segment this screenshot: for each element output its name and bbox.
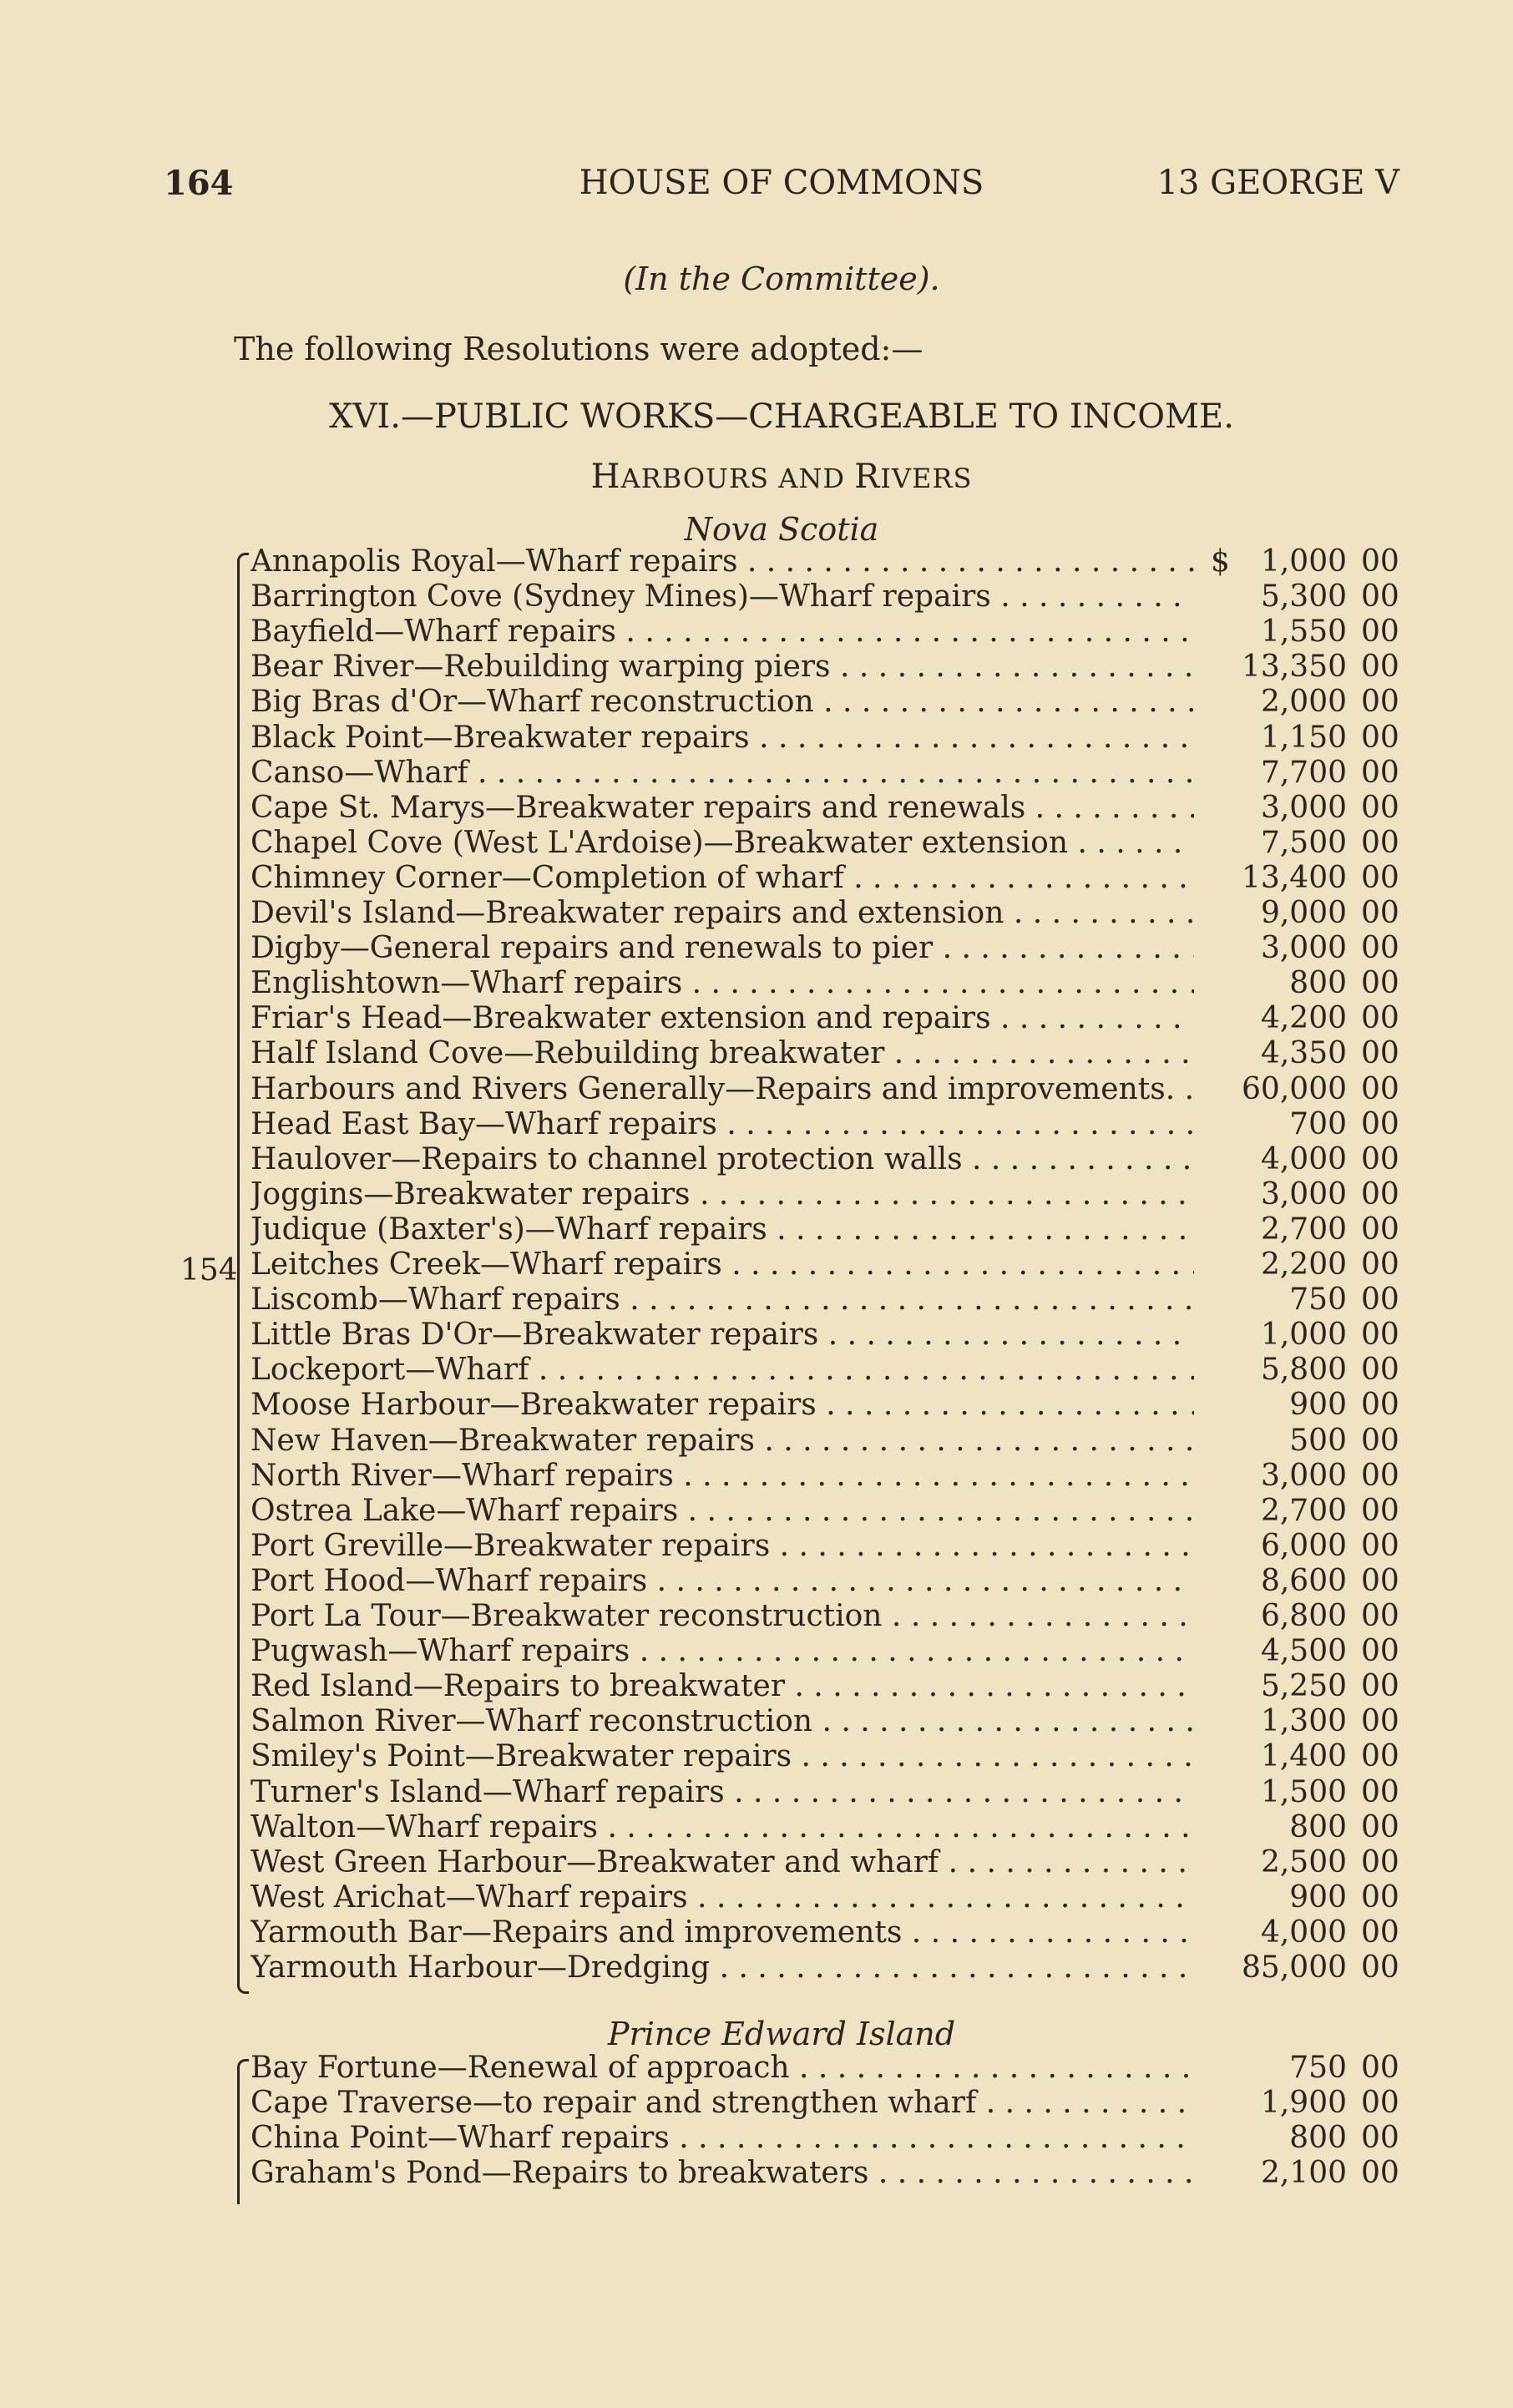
line-item [250, 931, 1403, 966]
item-description: Lockeport—Wharf . . . [250, 1353, 1194, 1388]
item-description: Half Island Cove—Rebuilding breakwater . . . [250, 1036, 1194, 1071]
item-description: Port Hood—Wharf repairs . . . [250, 1564, 1194, 1599]
item-description: Liscomb—Wharf repairs . . . [250, 1282, 1194, 1318]
line-item [250, 1634, 1403, 1669]
item-amount: 3,000 [1260, 1458, 1347, 1493]
item-cents: 00 [1361, 1458, 1399, 1493]
item-description: North River—Wharf repairs . . . [250, 1459, 1194, 1494]
item-description: Cape Traverse—to repair and strengthen wharf . . . [250, 2086, 1194, 2121]
brace-label: 154 [180, 1253, 238, 1287]
line-item [250, 966, 1403, 1001]
line-item [250, 1880, 1403, 1915]
item-description: Devil's Island—Breakwater repairs and extension . . . [250, 896, 1194, 931]
province-heading-nova-scotia: Nova Scotia [684, 511, 879, 548]
line-item [250, 756, 1403, 791]
item-description: Leitches Creek—Wharf repairs . . . [250, 1247, 1194, 1282]
line-item [250, 1845, 1403, 1880]
item-description: Chapel Cove (West L'Ardoise)—Breakwater extension . . . [250, 826, 1194, 861]
item-description: Red Island—Repairs to breakwater . . . [250, 1669, 1194, 1704]
subsection-initial-1: H [590, 458, 621, 496]
section-title: XVI.—PUBLIC WORKS—CHARGEABLE TO INCOME. [329, 397, 1234, 436]
item-cents: 00 [1361, 1809, 1399, 1844]
item-description: New Haven—Breakwater repairs . . . [250, 1424, 1194, 1459]
line-item [250, 1318, 1403, 1353]
item-cents: 00 [1361, 2156, 1399, 2191]
item-amount: 60,000 [1242, 1071, 1347, 1106]
brace-pei [237, 2059, 249, 2204]
item-cents: 00 [1361, 1915, 1399, 1950]
item-amount: 3,000 [1260, 1176, 1347, 1212]
item-amount: 900 [1289, 1388, 1347, 1423]
item-amount: 1,500 [1260, 1774, 1347, 1809]
item-cents: 00 [1361, 1599, 1399, 1633]
item-cents: 00 [1361, 2051, 1399, 2085]
line-item [250, 1142, 1403, 1177]
item-description: Bay Fortune—Renewal of approach . . . [250, 2051, 1194, 2086]
item-description: West Green Harbour—Breakwater and wharf . . . [250, 1845, 1194, 1880]
item-amount: 2,500 [1260, 1844, 1347, 1879]
line-item [250, 1247, 1403, 1282]
item-description: Pugwash—Wharf repairs . . . [250, 1634, 1194, 1669]
item-amount: 1,900 [1260, 2086, 1347, 2121]
item-description: Port Greville—Breakwater repairs . . . [250, 1529, 1194, 1564]
item-amount: 5,800 [1260, 1353, 1347, 1388]
item-description: China Point—Wharf repairs . . . [250, 2121, 1194, 2156]
intro-text: The following Resolutions were adopted:— [234, 331, 923, 367]
item-amount: 4,350 [1260, 1036, 1347, 1071]
line-item [250, 1424, 1403, 1459]
item-amount: 900 [1289, 1879, 1347, 1915]
item-cents: 00 [1361, 966, 1399, 1001]
item-amount: 1,000 [1260, 1318, 1347, 1353]
item-amount: 1,400 [1260, 1739, 1347, 1774]
item-description: Smiley's Point—Breakwater repairs . . . [250, 1739, 1194, 1774]
line-item [250, 2156, 1403, 2191]
item-description: Yarmouth Harbour—Dredging . . . [250, 1950, 1194, 1986]
page-header-session: 13 GEORGE V [1156, 164, 1399, 202]
line-item [250, 1282, 1403, 1318]
item-description: Harbours and Rivers Generally—Repairs and improvements. . . . [250, 1072, 1194, 1107]
item-amount: 750 [1289, 1282, 1347, 1318]
item-cents: 00 [1361, 1353, 1399, 1388]
item-amount: 6,000 [1260, 1528, 1347, 1563]
item-amount: 700 [1289, 1106, 1347, 1141]
item-description: Bayfield—Wharf repairs . . . [250, 615, 1194, 650]
item-amount: 800 [1289, 966, 1347, 1001]
running-head [164, 164, 1399, 205]
item-cents: 00 [1361, 2121, 1399, 2156]
brace-nova-scotia [237, 553, 249, 1994]
item-cents: 00 [1361, 1669, 1399, 1704]
line-item [250, 1212, 1403, 1247]
item-description: Joggins—Breakwater repairs . . . [250, 1177, 1194, 1212]
item-description: Englishtown—Wharf repairs . . . [250, 966, 1194, 1001]
item-amount: 2,700 [1260, 1493, 1347, 1528]
line-item [250, 1036, 1403, 1071]
subsection-initial-2: R [854, 458, 881, 496]
item-description: Moose Harbour—Breakwater repairs . . . [250, 1388, 1194, 1423]
item-cents: 00 [1361, 1423, 1399, 1458]
item-amount: 6,800 [1260, 1599, 1347, 1633]
line-item [250, 791, 1403, 826]
item-description: Barrington Cove (Sydney Mines)—Wharf repairs . . . [250, 579, 1194, 615]
item-cents: 00 [1361, 1282, 1399, 1318]
item-description: West Arichat—Wharf repairs . . . [250, 1880, 1194, 1915]
item-cents: 00 [1361, 896, 1399, 930]
subsection-rest-2: IVERS [880, 463, 973, 494]
item-amount: 13,400 [1242, 860, 1347, 895]
item-cents: 00 [1361, 1318, 1399, 1353]
item-cents: 00 [1361, 1071, 1399, 1106]
item-cents: 00 [1361, 1634, 1399, 1669]
item-amount: 1,000 [1260, 544, 1347, 579]
item-amount: 3,000 [1260, 931, 1347, 966]
line-item [250, 1599, 1403, 1634]
item-description: Yarmouth Bar—Repairs and improvements . . . [250, 1915, 1194, 1950]
item-amount: 500 [1289, 1423, 1347, 1458]
line-item [250, 861, 1403, 896]
item-cents: 00 [1361, 615, 1399, 650]
item-cents: 00 [1361, 720, 1399, 755]
item-cents: 00 [1361, 1212, 1399, 1247]
item-cents: 00 [1361, 790, 1399, 825]
province-heading-pei: Prince Edward Island [607, 2016, 956, 2052]
line-item [250, 544, 1403, 579]
line-item [250, 2051, 1403, 2086]
line-item [250, 1915, 1403, 1950]
item-cents: 00 [1361, 1036, 1399, 1071]
item-cents: 00 [1361, 1879, 1399, 1915]
line-item [250, 1072, 1403, 1107]
item-cents: 00 [1361, 931, 1399, 966]
committee-note: (In the Committee). [623, 261, 940, 297]
item-amount: 750 [1289, 2051, 1347, 2085]
line-item [250, 1775, 1403, 1810]
item-cents: 00 [1361, 1528, 1399, 1563]
line-item [250, 1494, 1403, 1529]
item-cents: 00 [1361, 1388, 1399, 1423]
item-description: Chimney Corner—Completion of wharf . . . [250, 861, 1194, 896]
line-item [250, 2086, 1403, 2121]
line-item [250, 1177, 1403, 1212]
item-amount: 9,000 [1260, 896, 1347, 930]
item-amount: 13,350 [1242, 650, 1347, 685]
item-amount: 2,000 [1260, 685, 1347, 720]
subsection-title [164, 458, 1399, 496]
line-item [250, 1107, 1403, 1142]
item-cents: 00 [1361, 1176, 1399, 1212]
item-amount: 7,500 [1260, 825, 1347, 860]
item-cents: 00 [1361, 544, 1399, 579]
line-item [250, 1810, 1403, 1845]
item-description: Bear River—Rebuilding warping piers . . . [250, 650, 1194, 685]
item-cents: 00 [1361, 1106, 1399, 1141]
item-cents: 00 [1361, 860, 1399, 895]
item-description: Black Point—Breakwater repairs . . . [250, 721, 1194, 756]
item-amount: 3,000 [1260, 790, 1347, 825]
subsection-rest-1: ARBOURS [620, 463, 770, 494]
line-item [250, 1388, 1403, 1423]
subsection-mid: AND [778, 463, 845, 494]
item-cents: 00 [1361, 1739, 1399, 1774]
line-item [250, 2121, 1403, 2156]
line-item [250, 1739, 1403, 1774]
item-description: Annapolis Royal—Wharf repairs . . . [250, 544, 1194, 579]
item-cents: 00 [1361, 1141, 1399, 1176]
item-cents: 00 [1361, 2086, 1399, 2121]
line-item [250, 826, 1403, 861]
item-cents: 00 [1361, 1950, 1399, 1985]
item-description: Ostrea Lake—Wharf repairs . . . [250, 1494, 1194, 1529]
item-description: Judique (Baxter's)—Wharf repairs . . . [250, 1212, 1194, 1247]
line-item [250, 721, 1403, 756]
item-cents: 00 [1361, 1493, 1399, 1528]
item-amount: 800 [1289, 2121, 1347, 2156]
item-amount: 1,550 [1260, 615, 1347, 650]
page-number: 164 [164, 164, 234, 203]
item-amount: 4,000 [1260, 1141, 1347, 1176]
line-item [250, 1459, 1403, 1494]
item-description: Cape St. Marys—Breakwater repairs and renewals . . . [250, 791, 1194, 826]
line-item [250, 685, 1403, 720]
item-amount: 1,300 [1260, 1704, 1347, 1739]
line-item [250, 1353, 1403, 1388]
item-amount: 4,200 [1260, 1001, 1347, 1036]
line-item [250, 579, 1403, 615]
item-description: Head East Bay—Wharf repairs . . . [250, 1107, 1194, 1142]
item-description: Haulover—Repairs to channel protection walls . . . [250, 1142, 1194, 1177]
item-amount: 1,150 [1260, 720, 1347, 755]
item-amount: 4,000 [1260, 1915, 1347, 1950]
line-item [250, 1704, 1403, 1739]
item-description: Little Bras D'Or—Breakwater repairs . . . [250, 1318, 1194, 1353]
item-description: Salmon River—Wharf reconstruction . . . [250, 1704, 1194, 1739]
currency-symbol: $ [1211, 544, 1230, 579]
item-description: Graham's Pond—Repairs to breakwaters . . . [250, 2156, 1194, 2191]
item-amount: 8,600 [1260, 1563, 1347, 1598]
item-cents: 00 [1361, 1001, 1399, 1036]
item-amount: 2,100 [1260, 2156, 1347, 2191]
item-cents: 00 [1361, 1774, 1399, 1809]
line-item [250, 896, 1403, 931]
page-header-title: HOUSE OF COMMONS [579, 164, 984, 202]
item-description: Friar's Head—Breakwater extension and repairs . . . [250, 1001, 1194, 1036]
line-item [250, 1564, 1403, 1599]
item-cents: 00 [1361, 650, 1399, 685]
item-amount: 2,700 [1260, 1212, 1347, 1247]
item-description: Port La Tour—Breakwater reconstruction . . . [250, 1599, 1194, 1634]
line-item [250, 1001, 1403, 1036]
item-amount: 2,200 [1260, 1247, 1347, 1282]
item-description: Turner's Island—Wharf repairs . . . [250, 1775, 1194, 1810]
item-amount: 5,300 [1260, 579, 1347, 615]
item-description: Digby—General repairs and renewals to pier . . . [250, 931, 1194, 966]
item-cents: 00 [1361, 755, 1399, 790]
line-item [250, 1529, 1403, 1564]
line-item [250, 1950, 1403, 1986]
item-cents: 00 [1361, 1563, 1399, 1598]
item-cents: 00 [1361, 579, 1399, 615]
line-item [250, 650, 1403, 685]
item-cents: 00 [1361, 1247, 1399, 1282]
line-item [250, 1669, 1403, 1704]
item-amount: 800 [1289, 1809, 1347, 1844]
line-item [250, 615, 1403, 650]
item-description: Big Bras d'Or—Wharf reconstruction . . . [250, 685, 1194, 720]
item-cents: 00 [1361, 1844, 1399, 1879]
item-amount: 4,500 [1260, 1634, 1347, 1669]
item-amount: 85,000 [1242, 1950, 1347, 1985]
item-amount: 7,700 [1260, 755, 1347, 790]
item-amount: 5,250 [1260, 1669, 1347, 1704]
item-cents: 00 [1361, 1704, 1399, 1739]
item-description: Canso—Wharf . . . [250, 756, 1194, 791]
item-description: Walton—Wharf repairs . . . [250, 1810, 1194, 1845]
item-cents: 00 [1361, 825, 1399, 860]
item-cents: 00 [1361, 685, 1399, 720]
